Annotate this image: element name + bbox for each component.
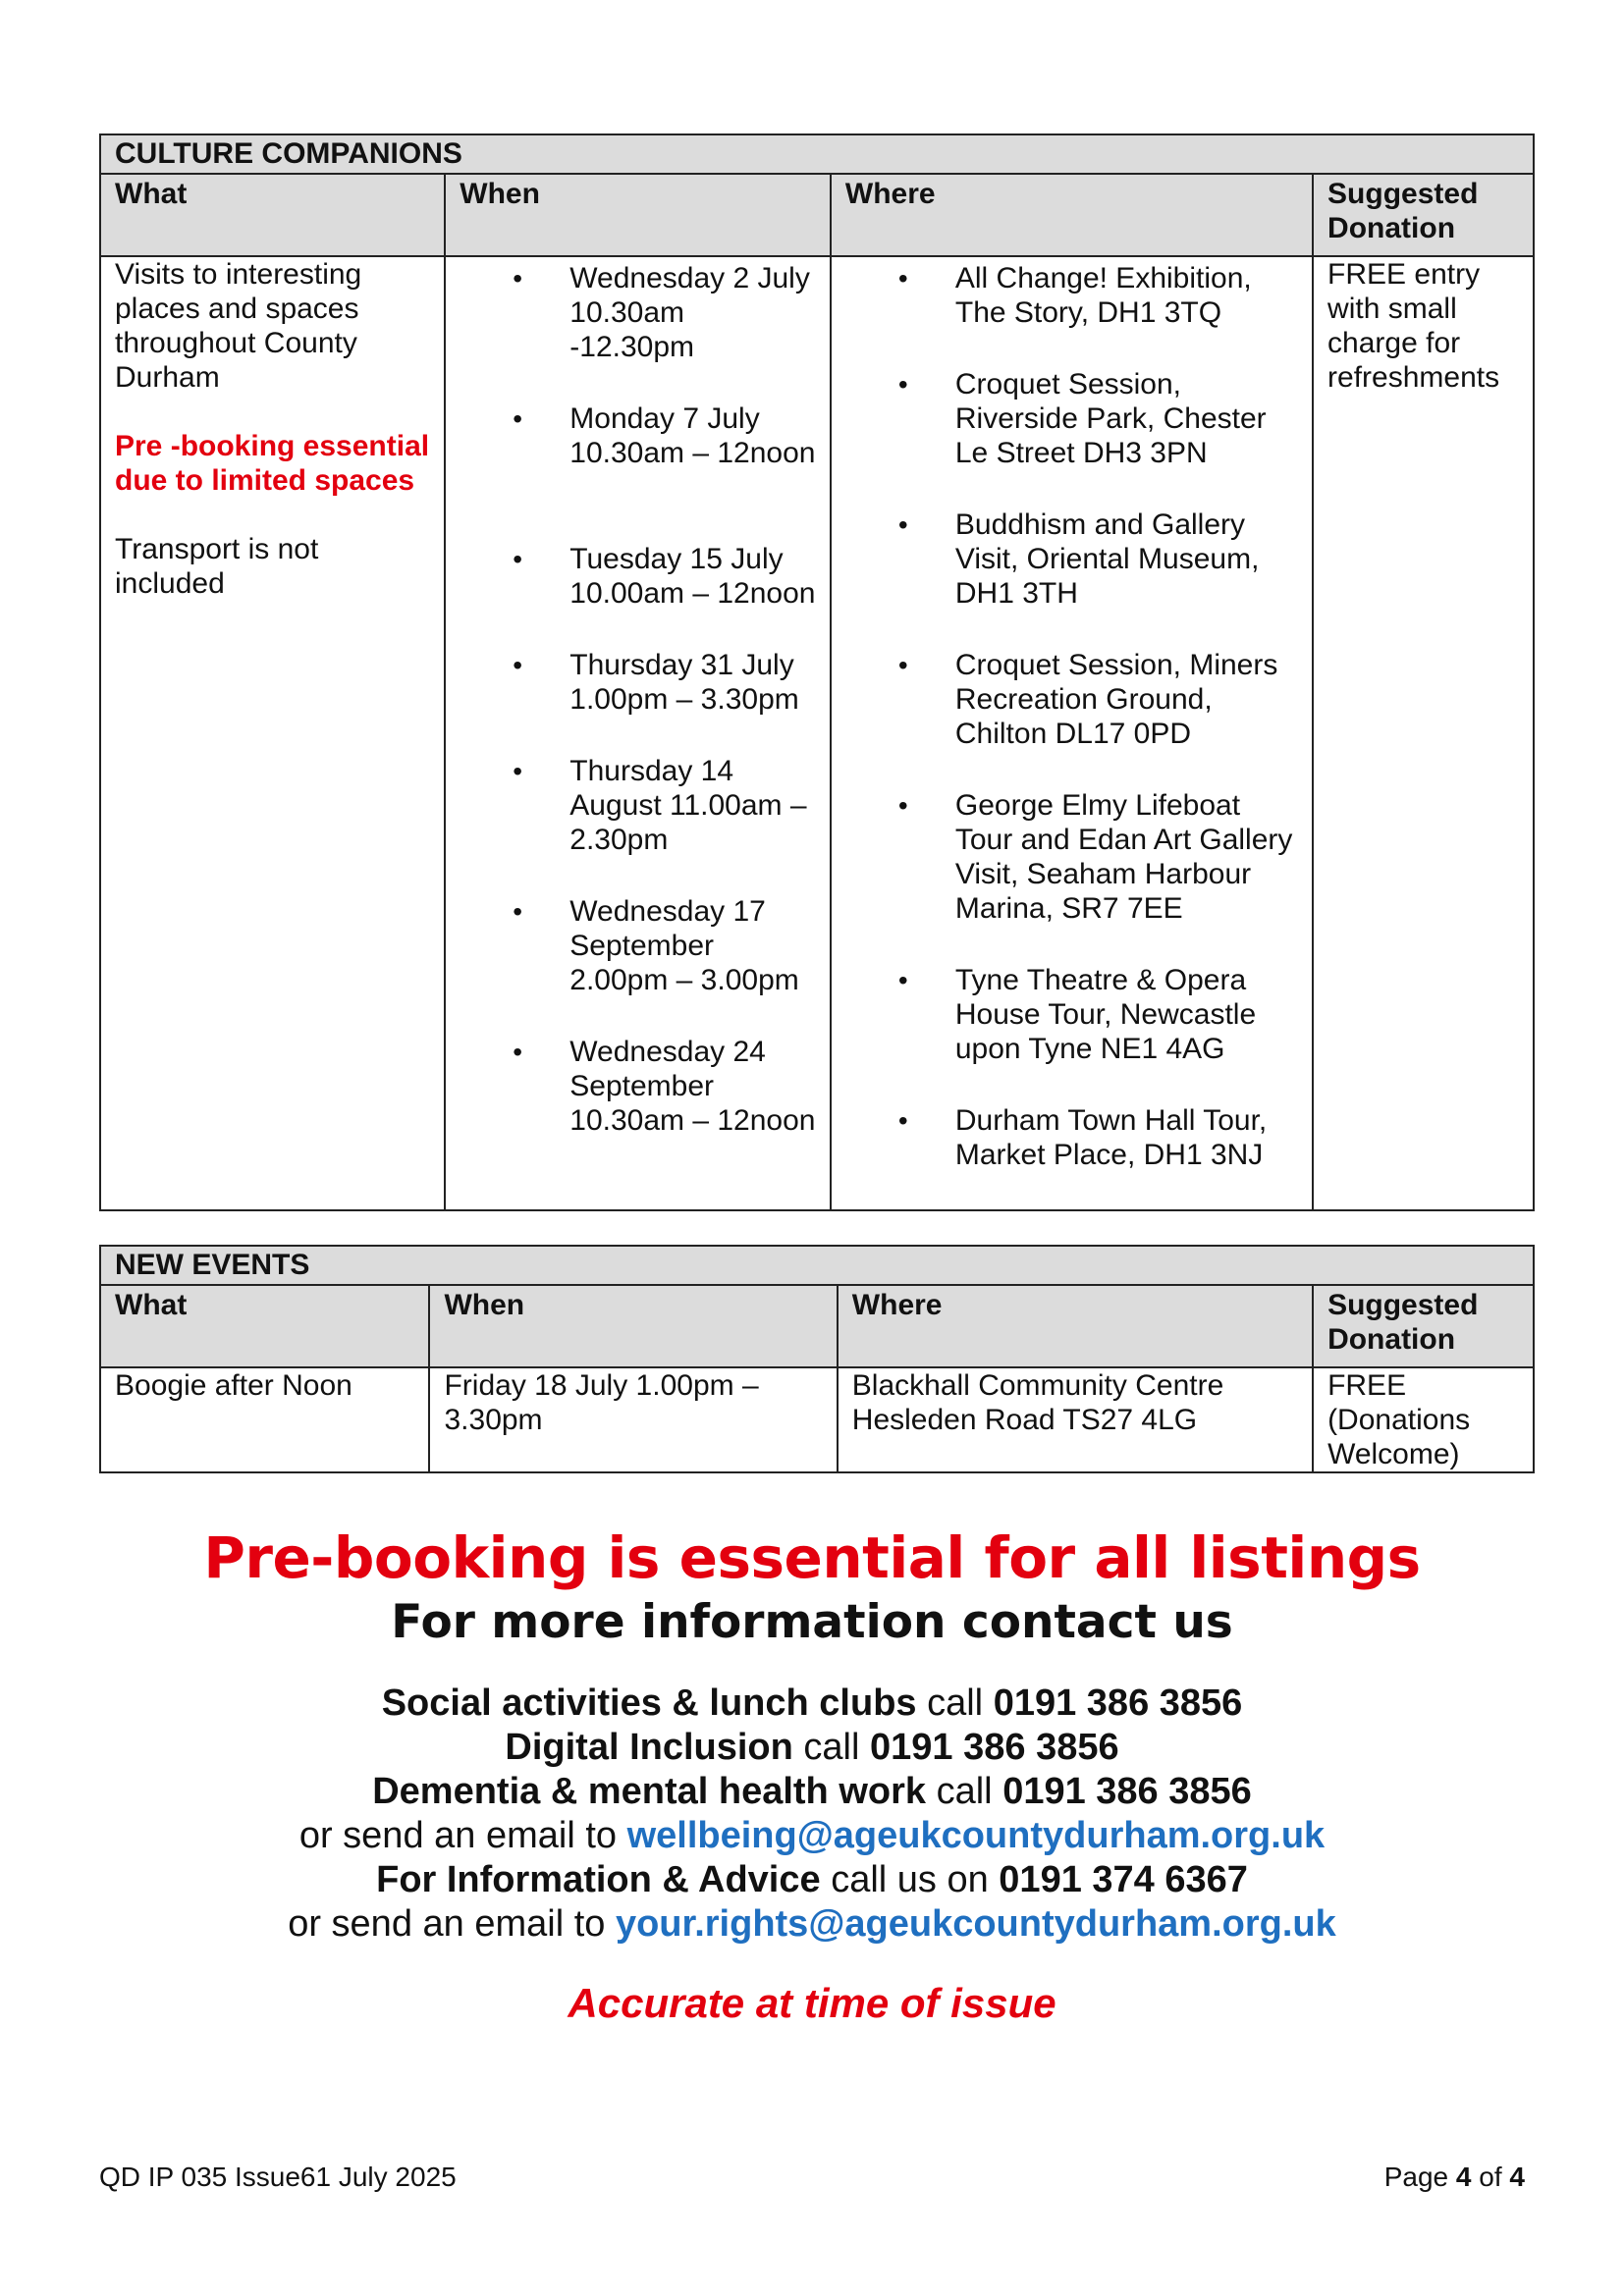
when-item: • Monday 7 July 10.30am – 12noon (460, 401, 816, 470)
call-us-on: call us on (831, 1859, 989, 1900)
contact-line-social (0, 1682, 1624, 1726)
call-word: call (803, 1727, 860, 1768)
contact-line-digital (0, 1726, 1624, 1770)
new-events-table (99, 1245, 1535, 1473)
contact-line-rights-email (0, 1902, 1624, 1947)
prebooking-note: Pre -booking essential due to limited spaces (115, 430, 430, 497)
call-word: call (936, 1771, 993, 1812)
when-item: • Wednesday 24 September 10.30am – 12noon (460, 1035, 816, 1138)
info-phone: 0191 374 6367 (999, 1859, 1248, 1900)
new-event-where: Blackhall Community Centre Hesleden Road TS27 4LG (838, 1367, 1313, 1472)
col-header-where: Where (831, 174, 1313, 256)
col-header-when: When (445, 174, 831, 256)
contact-line-dementia (0, 1770, 1624, 1814)
new-event-what: Boogie after Noon (100, 1367, 429, 1472)
when-item: • Thursday 31 July 1.00pm – 3.30pm (460, 648, 816, 717)
rights-email-link[interactable]: your.rights@ageukcountydurham.org.uk (615, 1903, 1336, 1945)
accuracy-note: Accurate at time of issue (568, 1980, 1056, 2026)
page-word: Page (1383, 2162, 1449, 2192)
col-header-donation: Suggested Donation (1313, 1285, 1534, 1367)
transport-note: Transport is not included (115, 533, 319, 600)
where-item: • George Elmy Lifeboat Tour and Edan Art Gallery Visit, Seaham Harbour Marina, SR7 7EE (845, 788, 1298, 926)
where-list (845, 261, 1298, 1172)
dementia-phone: 0191 386 3856 (1002, 1771, 1252, 1812)
col-header-what: What (100, 1285, 429, 1367)
culture-companions-table (99, 133, 1535, 1211)
when-item: • Wednesday 17 September 2.00pm – 3.00pm (460, 894, 816, 997)
col-header-what: What (100, 174, 445, 256)
col-header-donation: Suggested Donation (1313, 174, 1534, 256)
where-item: • Croquet Session, Miners Recreation Ground, Chilton DL17 0PD (845, 648, 1298, 751)
prebooking-headline: Pre-booking is essential for all listings (203, 1524, 1421, 1591)
new-event-when: Friday 18 July 1.00pm – 3.30pm (429, 1367, 837, 1472)
digital-label: Digital Inclusion (505, 1727, 793, 1768)
dementia-label: Dementia & mental health work (372, 1771, 927, 1812)
footer-page-number (1384, 2162, 1525, 2193)
culture-companions-title: CULTURE COMPANIONS (100, 134, 1534, 174)
col-header-when: When (429, 1285, 837, 1367)
where-item: • All Change! Exhibition, The Story, DH1 3TQ (845, 261, 1298, 330)
digital-phone: 0191 386 3856 (870, 1727, 1119, 1768)
where-item: • Tyne Theatre & Opera House Tour, Newcastle upon Tyne NE1 4AG (845, 963, 1298, 1066)
footer-reference: QD IP 035 Issue61 July 2025 (99, 2162, 457, 2192)
when-item: • Tuesday 15 July 10.00am – 12noon (460, 542, 816, 611)
page-current: 4 (1455, 2162, 1472, 2192)
donation-cell: FREE entry with small charge for refreshments (1313, 256, 1534, 1210)
call-word: call (927, 1682, 984, 1724)
info-label: For Information & Advice (376, 1859, 821, 1900)
what-cell (100, 256, 445, 1210)
of-word: of (1479, 2162, 1502, 2192)
email-prefix: or send an email to (298, 1815, 618, 1856)
when-item: • Wednesday 2 July 10.30am -12.30pm (460, 261, 816, 364)
contact-line-wellbeing-email (0, 1814, 1624, 1858)
where-item: • Croquet Session, Riverside Park, Chester Le Street DH3 3PN (845, 367, 1298, 470)
when-list (460, 261, 816, 1138)
social-label: Social activities & lunch clubs (381, 1682, 917, 1724)
new-events-title: NEW EVENTS (100, 1246, 1534, 1285)
when-cell (445, 256, 831, 1210)
wellbeing-email-link[interactable]: wellbeing@ageukcountydurham.org.uk (626, 1815, 1326, 1856)
contact-subhead: For more information contact us (391, 1595, 1233, 1649)
where-item: • Buddhism and Gallery Visit, Oriental Museum, DH1 3TH (845, 507, 1298, 611)
col-header-where: Where (838, 1285, 1313, 1367)
page-total: 4 (1509, 2162, 1525, 2192)
new-event-donation: FREE (Donations Welcome) (1313, 1367, 1534, 1472)
where-cell (831, 256, 1313, 1210)
social-phone: 0191 386 3856 (993, 1682, 1243, 1724)
contact-block (0, 1682, 1624, 1947)
where-item: • Durham Town Hall Tour, Market Place, DH1 3NJ (845, 1103, 1298, 1172)
when-item: • Thursday 14 August 11.00am – 2.30pm (460, 754, 816, 857)
email-prefix: or send an email to (288, 1903, 606, 1945)
contact-line-info (0, 1858, 1624, 1902)
what-description: Visits to interesting places and spaces throughout County Durham (115, 258, 362, 394)
